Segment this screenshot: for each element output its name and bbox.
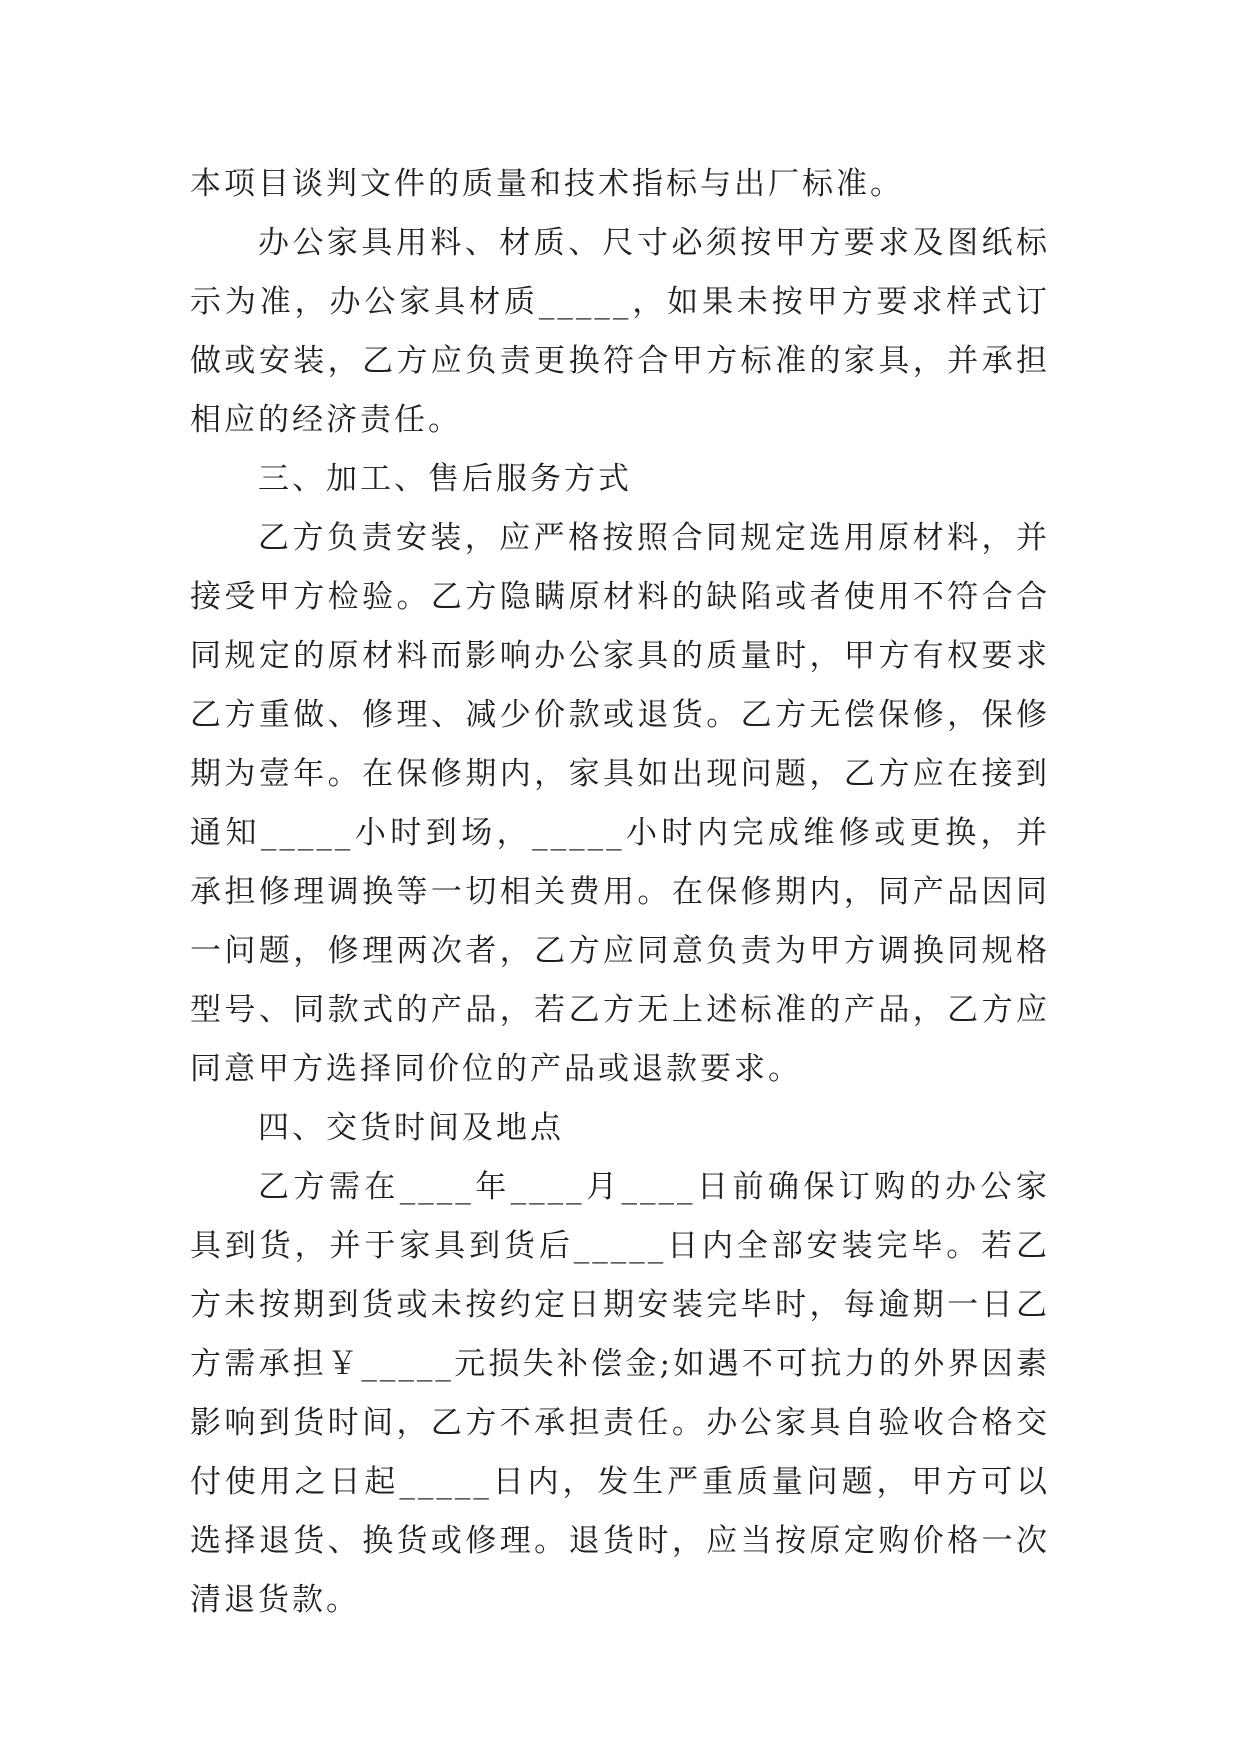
document-body [190,155,1050,1630]
paragraph-quality-standard: 本项目谈判文件的质量和技术指标与出厂标准。 [190,166,904,202]
section-heading-4: 四、交货时间及地点 [258,1110,564,1146]
paragraph-after-sales: 乙方负责安装，应严格按照合同规定选用原材料，并接受甲方检验。乙方隐瞒原材料的缺陷或者使用不符合合同规定的原材料而影响办公家具的质量时，甲方有权要求乙方重做、修理、减少价款或退货。乙方无偿保修，保修期为壹年。在保修期内，家具如出现问题，乙方应在接到通知_____小时到场，_____小时内完成维修或更换，并承担修理调换等一切相关费用。在保修期内，同产品因同一问题，修理两次者，乙方应同意负责为甲方调换同规格型号、同款式的产品，若乙方无上述标准的产品，乙方应同意甲方选择同价位的产品或退款要求。 [190,520,1050,1087]
paragraph-delivery: 乙方需在____年____月____日前确保订购的办公家具到货，并于家具到货后_____日内全部安装完毕。若乙方未按期到货或未按约定日期安装完毕时，每逾期一日乙方需承担￥_____元损失补偿金;如遇不可抗力的外界因素影响到货时间，乙方不承担责任。办公家具自验收合格交付使用之日起_____日内，发生严重质量问题，甲方可以选择退货、换货或修理。退货时，应当按原定购价格一次清退货款。 [190,1169,1050,1618]
paragraph-materials: 办公家具用料、材质、尺寸必须按甲方要求及图纸标示为准，办公家具材质_____，如果未按甲方要求样式订做或安装，乙方应负责更换符合甲方标准的家具，并承担相应的经济责任。 [190,225,1050,438]
section-heading-3: 三、加工、售后服务方式 [258,461,632,497]
